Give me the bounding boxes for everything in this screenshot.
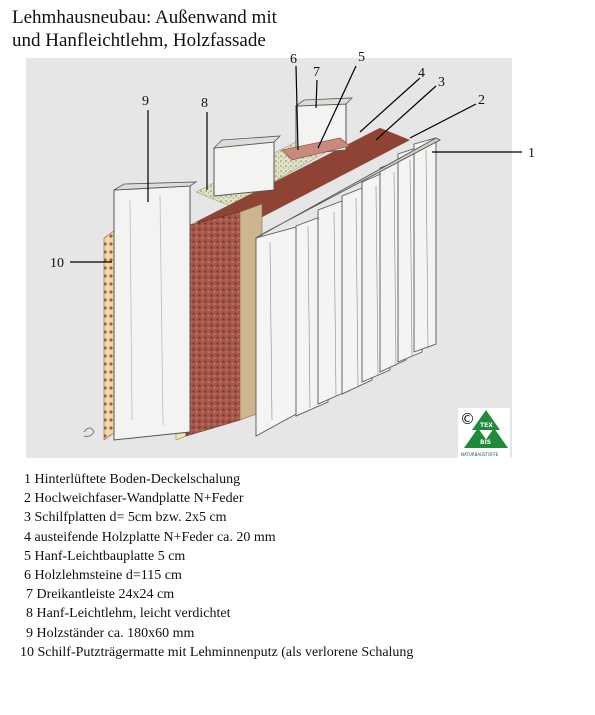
logo-bottom-text: NATURBAUSTOFFE xyxy=(461,452,499,457)
legend-item-6: 6 Holzlehmsteine d=115 cm xyxy=(24,568,182,584)
callout-10: 10 xyxy=(50,256,64,271)
callout-8: 8 xyxy=(201,96,208,111)
logo-top-text: TEX xyxy=(480,422,493,429)
callout-1: 1 xyxy=(528,146,535,161)
timber-post-middle xyxy=(214,142,274,196)
title-line-2: und Hanfleichtlehm, Holzfassade xyxy=(12,30,266,51)
legend-list xyxy=(20,470,413,662)
callout-6: 6 xyxy=(290,52,297,67)
legend-item-10: 10 Schilf-Putzträgermatte mit Lehminnenputz (als verlorene Schalung xyxy=(20,644,414,660)
legend-item-4: 4 austeifende Holzplatte N+Feder ca. 20 mm xyxy=(24,529,276,545)
callout-3: 3 xyxy=(438,75,445,90)
callout-2: 2 xyxy=(478,93,485,108)
callout-4: 4 xyxy=(418,66,425,81)
title-line-1: Lehmhausneubau: Außenwand mit xyxy=(12,7,277,28)
callout-7: 7 xyxy=(313,65,320,80)
legend-item-9: 9 Holzständer ca. 180x60 mm xyxy=(26,625,195,641)
legend-item-8: 8 Hanf-Leichtlehm, leicht verdichtet xyxy=(26,606,231,622)
legend-item-3: 3 Schilfplatten d= 5cm bzw. 2x5 cm xyxy=(24,510,227,526)
callout-9: 9 xyxy=(142,94,149,109)
texbis-logo xyxy=(458,408,510,458)
copyright-symbol: © xyxy=(460,410,475,428)
legend-item-1: 1 Hinterlüftete Boden-Deckelschalung xyxy=(24,472,241,487)
timber-post-front xyxy=(114,186,190,440)
reed-board-face xyxy=(186,212,240,436)
legend-item-2: 2 Hoclweichfaser-Wandplatte N+Feder xyxy=(24,491,244,507)
legend-item-5: 5 Hanf-Leichtbauplatte 5 cm xyxy=(24,548,186,564)
legend-item-7: 7 Dreikantleiste 24x24 cm xyxy=(26,587,175,603)
logo-middle-text: BIS xyxy=(480,439,492,446)
callout-5: 5 xyxy=(358,50,365,65)
